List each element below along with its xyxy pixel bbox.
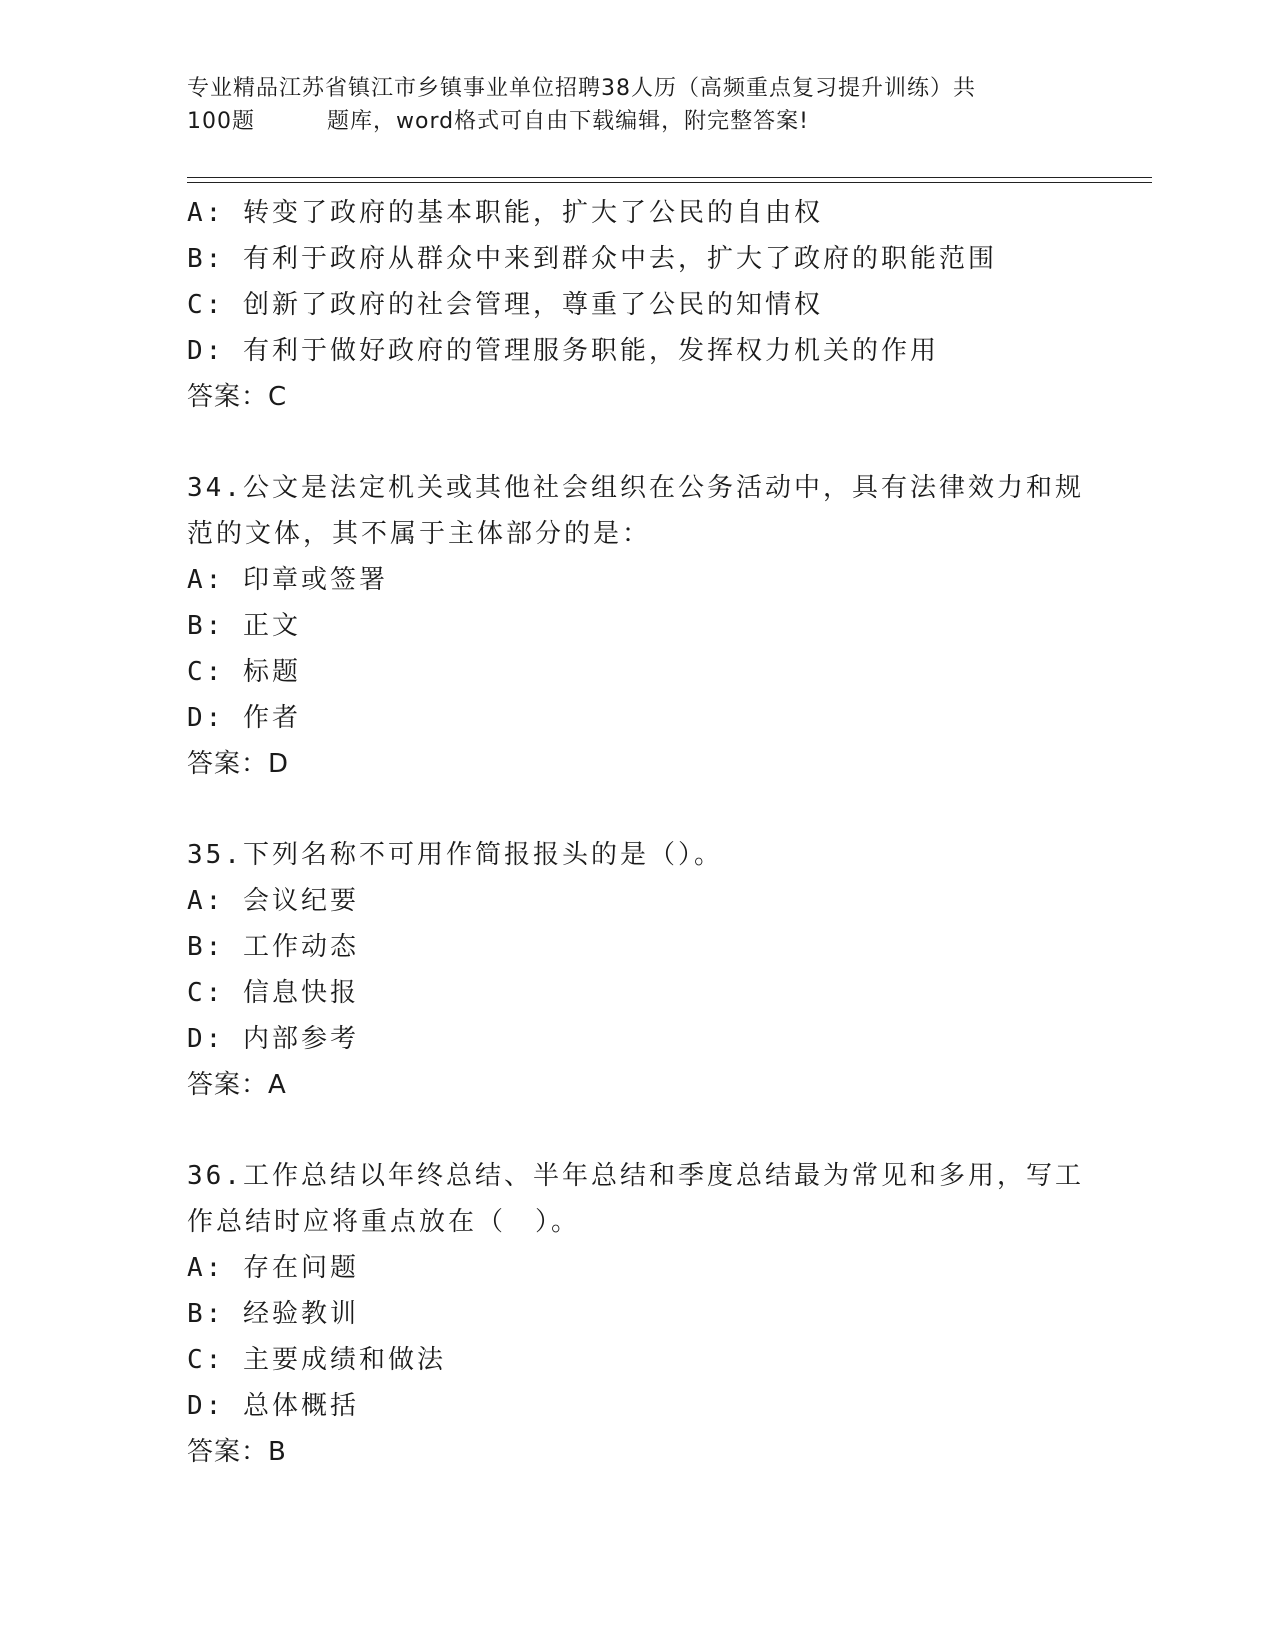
option-a: A: 会议纪要: [187, 886, 359, 916]
option-c: C: 标题: [187, 657, 301, 687]
answer: 答案：D: [187, 749, 290, 779]
option-d: D: 有利于做好政府的管理服务职能，发挥权力机关的作用: [187, 336, 939, 366]
header-title-line2: [187, 105, 1107, 138]
question-stem-cont: 范的文体，其不属于主体部分的是：: [187, 519, 652, 549]
option-a: A: 转变了政府的基本职能，扩大了公民的自由权: [187, 198, 823, 228]
question-stem-cont: 作总结时应将重点放在（ ）。: [187, 1207, 581, 1237]
header-question-count: 100题: [187, 109, 255, 134]
answer: 答案：A: [187, 1070, 287, 1100]
header-divider-top: [187, 177, 1152, 178]
question-list: [187, 190, 1107, 1475]
option-b: B: 经验教训: [187, 1299, 359, 1329]
question-33-block: [187, 190, 1107, 420]
answer: 答案：C: [187, 382, 288, 412]
document-header: [187, 72, 1107, 138]
question-34-block: [187, 465, 1107, 787]
option-a: A: 印章或签署: [187, 565, 388, 595]
header-divider-bottom: [187, 182, 1152, 183]
option-b: B: 有利于政府从群众中来到群众中去，扩大了政府的职能范围: [187, 244, 997, 274]
option-b: B: 工作动态: [187, 932, 359, 962]
option-d: D: 总体概括: [187, 1391, 359, 1421]
question-35-block: [187, 832, 1107, 1108]
option-c: C: 创新了政府的社会管理，尊重了公民的知情权: [187, 290, 823, 320]
option-d: D: 作者: [187, 703, 301, 733]
answer: 答案：B: [187, 1437, 287, 1467]
option-a: A: 存在问题: [187, 1253, 359, 1283]
question-stem: 35.下列名称不可用作简报报头的是（）。: [187, 840, 723, 870]
question-stem: 34.公文是法定机关或其他社会组织在公务活动中，具有法律效力和规: [187, 473, 1084, 503]
question-stem: 36.工作总结以年终总结、半年总结和季度总结最为常见和多用，写工: [187, 1161, 1084, 1191]
question-36-block: [187, 1153, 1107, 1475]
option-c: C: 主要成绩和做法: [187, 1345, 446, 1375]
option-b: B: 正文: [187, 611, 301, 641]
option-c: C: 信息快报: [187, 978, 359, 1008]
header-title-rest: 题库，word格式可自由下载编辑，附完整答案!: [327, 109, 809, 134]
option-d: D: 内部参考: [187, 1024, 359, 1054]
header-title-line1: 专业精品江苏省镇江市乡镇事业单位招聘38人历（高频重点复习提升训练）共: [187, 76, 976, 101]
